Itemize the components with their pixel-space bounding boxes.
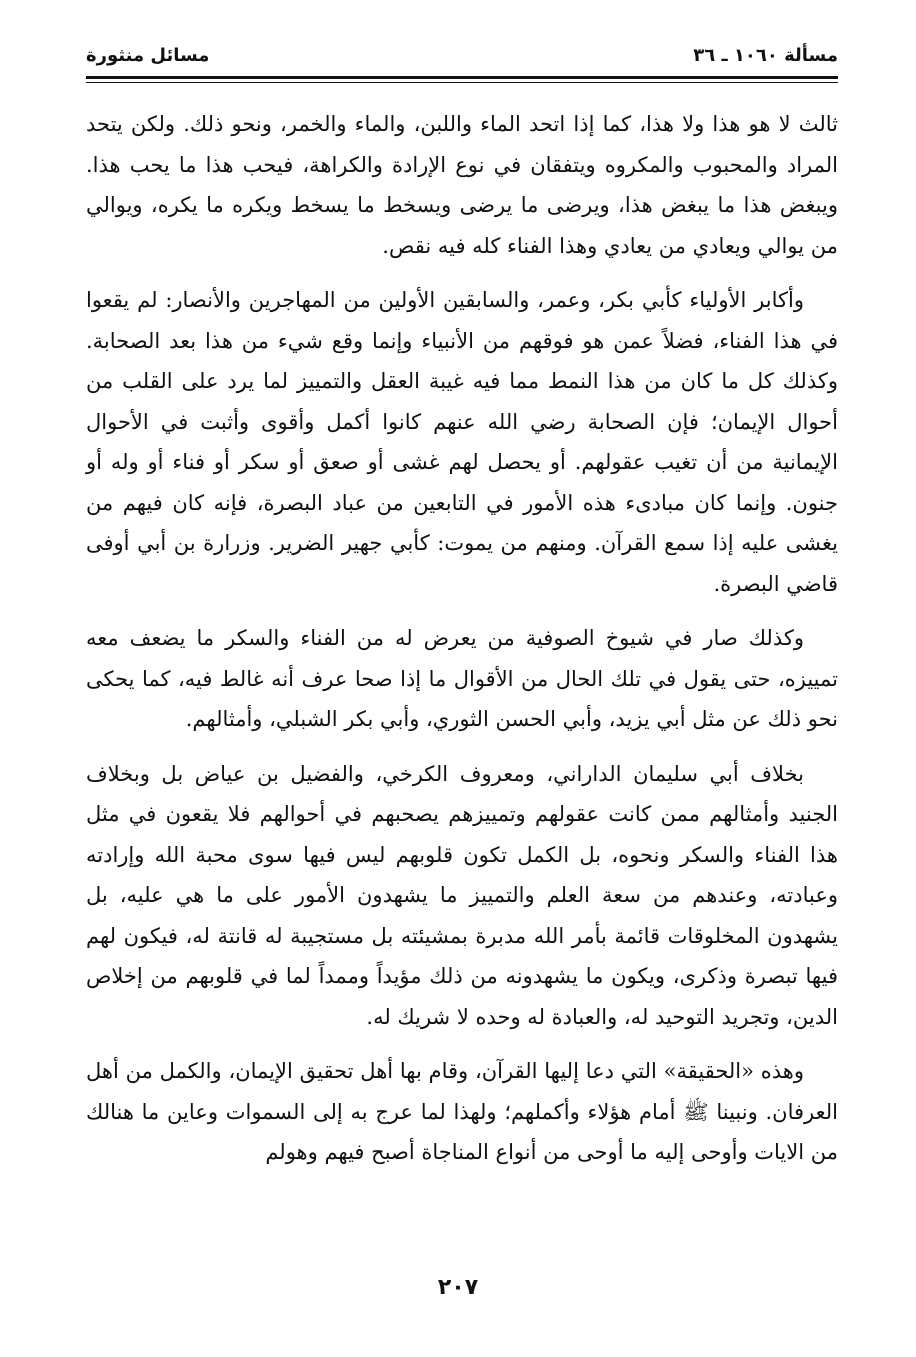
paragraph-3: وكذلك صار في شيوخ الصوفية من يعرض له من الفناء والسكر ما يضعف معه تمييزه، حتى يقول في تلك الحال من الأقوال ما إذا صحا عرف أنه غالط فيه، كما يحكى نحو ذلك عن مثل أبي يزيد، وأبي الحسن الثوري، وأبي بكر الشبلي، وأمثالهم. [86, 626, 838, 731]
paragraph-4: بخلاف أبي سليمان الداراني، ومعروف الكرخي، والفضيل بن عياض بل وبخلاف الجنيد وأمثالهم ممن كانت عقولهم وتمييزهم يصحبهم في أحوالهم فلا يقعون في مثل هذا الفناء والسكر ونحوه، بل الكمل تكون قلوبهم ليس فيها سوى محبة الله وإرادته وعبادته، وعندهم من سعة العلم والتمييز ما يشهدون الأمور على ما هي عليه، بل يشهدون المخلوقات قائمة بأمر الله مدبرة بمشيئته بل مستجيبة له قانتة له، فيكون لهم فيها تبصرة وذكرى، ويكون ما يشهدونه من ذلك مؤيداً وممداً لما في قلوبهم من إخلاص الدين، وتجريد التوحيد له، والعبادة له وحده لا شريك له. [86, 761, 838, 1029]
paragraph-5: وهذه «الحقيقة» التي دعا إليها القرآن، وقام بها أهل تحقيق الإيمان، والكمل من أهل العرفان. ونبينا ﷺ أمام هؤلاء وأكملهم؛ ولهذا لما عرج به إلى السموات وعاين ما هنالك من الايات وأوحى إليه ما أوحى من أنواع المناجاة أصبح فيهم وهولم [86, 1059, 838, 1164]
header-rule-thin [86, 82, 838, 83]
running-header [86, 38, 838, 72]
paragraph-1: ثالث لا هو هذا ولا هذا، كما إذا اتحد الماء واللبن، والماء والخمر، ونحو ذلك. ولكن يتحد المراد والمحبوب والمكروه ويتفقان في نوع الإرادة والكراهة، فيحب هذا ما يحب هذا. ويبغض هذا ما يبغض هذا، ويرضى ما يرضى ويسخط ما يسخط ويكره ما يكره، ويوالي من يوالي ويعادي من يعادي وهذا الفناء كله فيه نقص. [86, 112, 838, 258]
header-rule-thick [86, 76, 838, 79]
main-text [86, 104, 838, 1187]
page-number: ٢٠٧ [437, 1275, 479, 1300]
header-issue-number: مسألة ١٠٦٠ ـ ٣٦ [693, 44, 838, 66]
header-book-title: مسائل منثورة [86, 44, 210, 66]
paragraph-2: وأكابر الأولياء كأبي بكر، وعمر، والسابقين الأولين من المهاجرين والأنصار: لم يقعوا في هذا الفناء، فضلاً عمن هو فوقهم من الأنبياء وإنما وقع شيء من هذا بعد الصحابة. وكذلك كل ما كان من هذا النمط مما فيه غيبة العقل والتمييز لما يرد على القلب من أحوال الإيمان؛ فإن الصحابة رضي الله عنهم كانوا أكمل وأقوى وأثبت في الأحوال الإيمانية من أن تغيب عقولهم. أو يحصل لهم غشى أو صعق أو سكر أو فناء أو وله أو جنون. وإنما كان مبادىء هذه الأمور في التابعين من عباد البصرة، فإنه كان فيهم من يغشى عليه إذا سمع القرآن. ومنهم من يموت: كأبي جهير الضرير. وزرارة بن أبي أوفى قاضي البصرة. [86, 288, 838, 596]
